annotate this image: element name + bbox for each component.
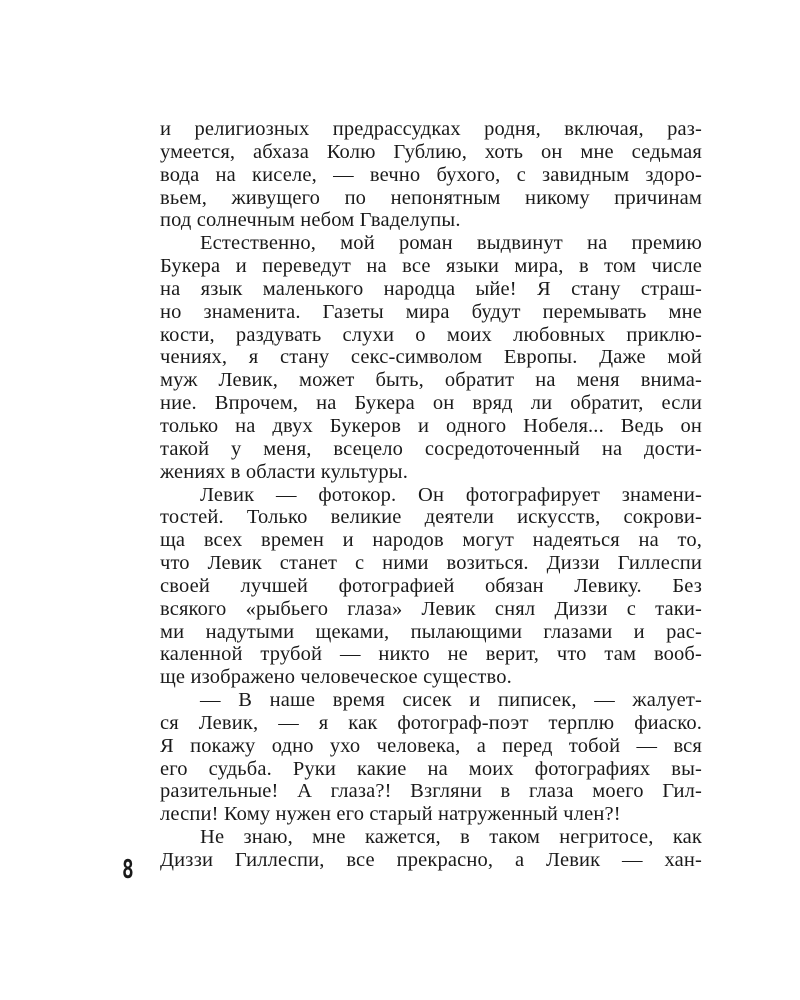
text-line: ще изображено человеческое существо. (160, 666, 512, 689)
text-line: умеется, абхаза Колю Гублию, хоть он мне седьмая (160, 140, 702, 163)
paragraph (160, 484, 702, 690)
text-line: тостей. Только великие деятели искусств, сокрови- (160, 506, 702, 529)
text-line: ми надутыми щеками, пылающими глазами и рас- (160, 620, 702, 643)
page-body-text (160, 118, 702, 872)
text-line: но знаменита. Газеты мира будут перемывать мне (160, 300, 702, 323)
text-line: вода на киселе, — вечно бухого, с завидным здоро- (160, 163, 702, 186)
text-line: и религиозных предрассудках родня, включая, раз- (160, 118, 702, 140)
text-line: Я покажу одно ухо человека, а перед тобой — вся (160, 734, 702, 757)
text-line: его судьба. Руки какие на моих фотографиях вы- (160, 757, 702, 780)
text-line: вьем, живущего по непонятным никому причинам (160, 186, 702, 209)
text-line: Левик — фотокор. Он фотографирует знамени- (200, 483, 702, 506)
text-line: ние. Впрочем, на Букера он вряд ли обратит, если (160, 392, 702, 415)
text-line: такой у меня, всецело сосредоточенный на дости- (160, 437, 702, 460)
text-line: под солнечным небом Гваделупы. (160, 209, 461, 232)
paragraph (160, 232, 702, 483)
text-line: своей лучшей фотографией обязан Левику. Без (160, 574, 702, 597)
text-line: Букера и переведут на все языки мира, в том числе (160, 255, 702, 278)
text-line: всякого «рыбьего глаза» Левик снял Диззи с таки- (160, 597, 702, 620)
text-line: каленной трубой — никто не верит, что там вооб- (160, 643, 702, 666)
text-line: ща всех времен и народов могут надеяться на то, (160, 529, 702, 552)
text-line: чениях, я стану секс-символом Европы. Даже мой (160, 346, 702, 369)
text-line: Естественно, мой роман выдвинут на премию (200, 232, 702, 255)
text-line: муж Левик, может быть, обратит на меня внима- (160, 369, 702, 392)
text-line: ся Левик, — я как фотограф-поэт терплю фиаско. (160, 711, 702, 734)
text-line: Не знаю, мне кажется, в таком негритосе, как (200, 826, 702, 849)
text-line: только на двух Букеров и одного Нобеля... Ведь он (160, 414, 702, 437)
text-line: кости, раздувать слухи о моих любовных приклю- (160, 323, 702, 346)
text-line: что Левик станет с ними возиться. Диззи Гиллеспи (160, 552, 702, 575)
text-line: разительные! А глаза?! Взгляни в глаза моего Гил- (160, 780, 702, 803)
paragraph (160, 689, 702, 826)
text-line: леспи! Кому нужен его старый натруженный член?! (160, 803, 621, 826)
text-line: — В наше время сисек и пиписек, — жалует- (200, 689, 702, 712)
paragraph (160, 118, 702, 232)
text-line: жениях в области культуры. (160, 460, 408, 483)
page-number: 8 (122, 855, 134, 885)
text-line: на язык маленького народца ыйе! Я стану страш- (160, 277, 702, 300)
text-line: Диззи Гиллеспи, все прекрасно, а Левик — хан- (160, 849, 702, 871)
paragraph (160, 826, 702, 872)
